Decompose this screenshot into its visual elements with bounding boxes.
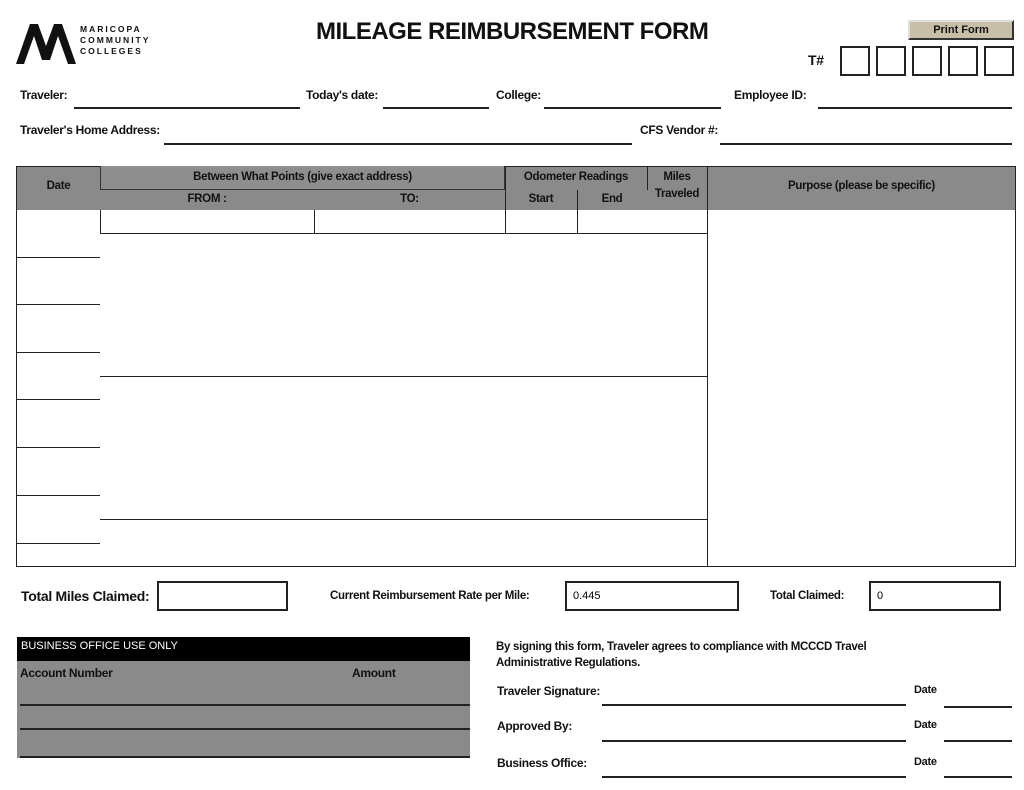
- rate-input[interactable]: [565, 581, 739, 611]
- cfs-vendor-label: CFS Vendor #:: [640, 123, 719, 137]
- approved-by-field[interactable]: [602, 740, 906, 742]
- logo-text: COMMUNITY: [80, 35, 151, 45]
- divider: [707, 166, 708, 567]
- to-header: TO:: [400, 193, 419, 205]
- odometer-header: Odometer Readings: [523, 171, 629, 183]
- logo-mark-icon: [16, 20, 78, 64]
- account-row-3[interactable]: [20, 756, 470, 758]
- traveled-header: Traveled: [654, 188, 700, 200]
- purpose-header: Purpose (please be specific): [788, 180, 935, 192]
- amount-header: Amount: [352, 666, 396, 680]
- traveler-label: Traveler:: [20, 88, 68, 102]
- t-number-digit-2[interactable]: [876, 46, 906, 76]
- todays-date-label: Today's date:: [306, 88, 379, 102]
- approved-date-label: Date: [914, 719, 937, 731]
- business-office-signature-field[interactable]: [602, 776, 906, 778]
- traveler-field[interactable]: [74, 107, 300, 109]
- divider: [100, 376, 707, 377]
- print-form-button[interactable]: Print Form: [908, 20, 1014, 40]
- date-row-divider: [17, 543, 100, 544]
- t-number-digit-1[interactable]: [840, 46, 870, 76]
- college-field[interactable]: [544, 107, 721, 109]
- approved-by-label: Approved By:: [497, 719, 573, 733]
- page-title: MILEAGE REIMBURSEMENT FORM: [316, 18, 709, 45]
- mileage-table: [16, 166, 1016, 567]
- start-header: Start: [528, 193, 554, 205]
- t-number-digit-3[interactable]: [912, 46, 942, 76]
- end-header: End: [601, 193, 623, 205]
- date-header: Date: [46, 180, 71, 192]
- traveler-date-field[interactable]: [944, 706, 1012, 708]
- traveler-date-label: Date: [914, 684, 937, 696]
- cfs-vendor-field[interactable]: [720, 143, 1012, 145]
- date-row-divider: [17, 495, 100, 496]
- business-office-date-field[interactable]: [944, 776, 1012, 778]
- account-row-2[interactable]: [20, 728, 470, 730]
- total-claimed-label: Total Claimed:: [770, 590, 845, 602]
- date-row-divider: [17, 352, 100, 353]
- divider: [647, 166, 648, 190]
- account-number-header: Account Number: [20, 666, 113, 680]
- total-miles-label: Total Miles Claimed:: [21, 588, 150, 604]
- business-office-label: Business Office:: [497, 756, 587, 770]
- business-office-date-label: Date: [914, 756, 937, 768]
- divider: [505, 166, 506, 234]
- divider: [100, 519, 707, 520]
- divider: [100, 210, 101, 234]
- logo-text: MARICOPA: [80, 24, 142, 34]
- account-row-1[interactable]: [20, 704, 470, 706]
- date-row-divider: [17, 399, 100, 400]
- home-address-label: Traveler's Home Address:: [20, 123, 160, 137]
- agreement-text: By signing this form, Traveler agrees to compliance with MCCCD Travel Administrative Regulations.: [496, 641, 867, 669]
- miles-header: Miles: [663, 171, 691, 183]
- traveler-signature-label: Traveler Signature:: [497, 684, 601, 698]
- todays-date-field[interactable]: [383, 107, 489, 109]
- total-claimed-input[interactable]: [869, 581, 1001, 611]
- date-row-divider: [17, 257, 100, 258]
- t-number-digit-5[interactable]: [984, 46, 1014, 76]
- approved-date-field[interactable]: [944, 740, 1012, 742]
- date-row-divider: [17, 304, 100, 305]
- home-address-field[interactable]: [164, 143, 632, 145]
- t-number-digit-4[interactable]: [948, 46, 978, 76]
- rate-label: Current Reimbursement Rate per Mile:: [330, 590, 530, 602]
- divider: [100, 233, 707, 234]
- traveler-signature-field[interactable]: [602, 704, 906, 706]
- maricopa-logo: [16, 20, 166, 65]
- logo-text: COLLEGES: [80, 46, 143, 56]
- divider: [314, 210, 315, 234]
- total-miles-input[interactable]: [157, 581, 288, 611]
- from-header: FROM :: [187, 193, 227, 205]
- between-points-header: Between What Points (give exact address): [193, 171, 412, 183]
- employee-id-label: Employee ID:: [734, 88, 807, 102]
- business-office-header: BUSINESS OFFICE USE ONLY: [17, 637, 470, 661]
- employee-id-field[interactable]: [818, 107, 1012, 109]
- college-label: College:: [496, 88, 541, 102]
- divider: [577, 190, 578, 234]
- t-number-label: T#: [808, 52, 824, 68]
- date-row-divider: [17, 447, 100, 448]
